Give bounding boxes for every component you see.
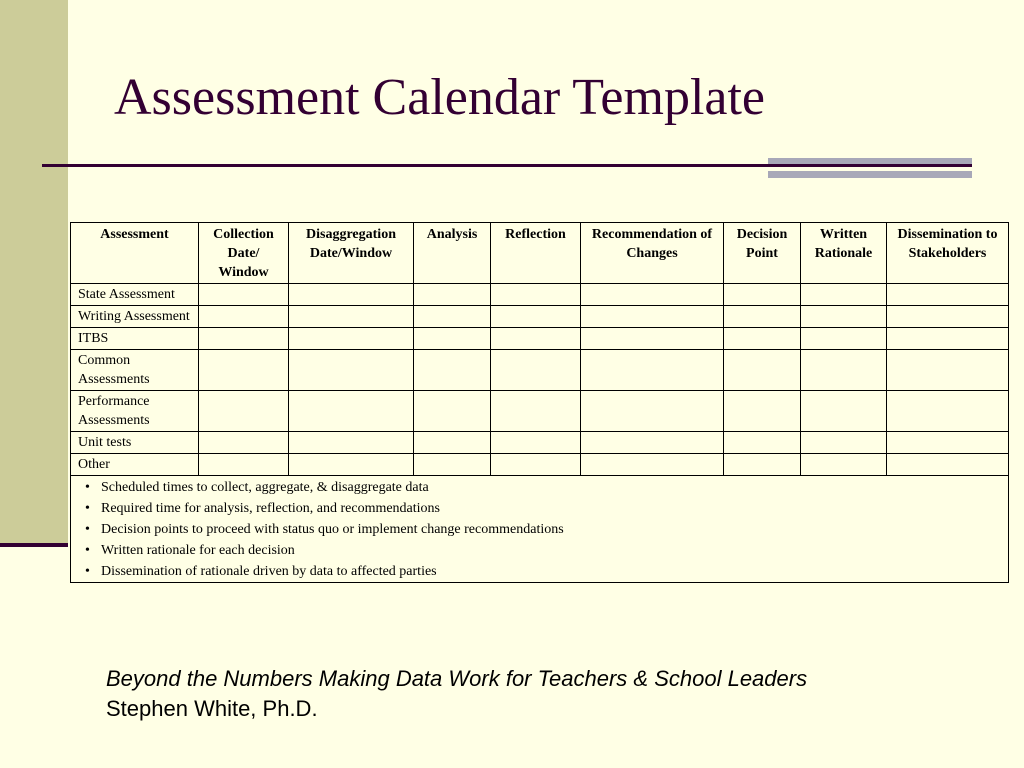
- table-row: [71, 432, 1009, 454]
- table-cell: [581, 306, 724, 328]
- column-header: Assessment: [71, 223, 199, 284]
- table-cell: [289, 391, 414, 432]
- table-cell: [289, 350, 414, 391]
- table-cell: [414, 328, 491, 350]
- table-cell: [887, 306, 1009, 328]
- table-cell: [199, 432, 289, 454]
- row-label: Performance Assessments: [71, 391, 199, 432]
- footer-book-title: Beyond the Numbers Making Data Work for Teachers & School Leaders: [106, 666, 808, 691]
- table-cell: [801, 391, 887, 432]
- table-cell: [414, 432, 491, 454]
- table-cell: [581, 391, 724, 432]
- table-cell: [414, 306, 491, 328]
- table-cell: [581, 284, 724, 306]
- footer-citation: [106, 664, 807, 724]
- table-cell: [581, 350, 724, 391]
- table-cell: [887, 284, 1009, 306]
- table-cell: [199, 350, 289, 391]
- table-row: [71, 284, 1009, 306]
- table-row: [71, 306, 1009, 328]
- table-cell: [801, 350, 887, 391]
- column-header: Disaggregation Date/Window: [289, 223, 414, 284]
- notes-list: [79, 477, 1000, 582]
- table-cell: [289, 284, 414, 306]
- table-cell: [414, 284, 491, 306]
- list-item: • Written rationale for each decision: [79, 540, 1000, 561]
- table-row: [71, 328, 1009, 350]
- table-cell: [199, 454, 289, 476]
- notes-row: [71, 476, 1009, 583]
- table-row: [71, 454, 1009, 476]
- table-cell: [724, 328, 801, 350]
- table-cell: [801, 454, 887, 476]
- column-header: Analysis: [414, 223, 491, 284]
- table-cell: [199, 391, 289, 432]
- title-rule-accent-bottom: [768, 171, 972, 178]
- table-cell: [414, 350, 491, 391]
- table-cell: [887, 391, 1009, 432]
- row-label: Other: [71, 454, 199, 476]
- table-cell: [289, 454, 414, 476]
- column-header: Recommendation of Changes: [581, 223, 724, 284]
- table-cell: [887, 432, 1009, 454]
- table-cell: [491, 328, 581, 350]
- notes-cell: [71, 476, 1009, 583]
- column-header: Written Rationale: [801, 223, 887, 284]
- table-cell: [724, 306, 801, 328]
- title-rule: [42, 164, 972, 167]
- table-header-row: [71, 223, 1009, 284]
- table-cell: [801, 306, 887, 328]
- column-header: Dissemination to Stakeholders: [887, 223, 1009, 284]
- list-item: • Decision points to proceed with status quo or implement change recommendations: [79, 519, 1000, 540]
- table-cell: [887, 350, 1009, 391]
- table-cell: [801, 284, 887, 306]
- column-header: Collection Date/ Window: [199, 223, 289, 284]
- left-decorative-band: [0, 0, 68, 545]
- table-cell: [491, 432, 581, 454]
- table-cell: [414, 454, 491, 476]
- table-cell: [724, 350, 801, 391]
- row-label: ITBS: [71, 328, 199, 350]
- row-label: Common Assessments: [71, 350, 199, 391]
- table-cell: [581, 432, 724, 454]
- assessment-calendar-table: [70, 222, 1009, 583]
- table-cell: [801, 328, 887, 350]
- table-cell: [581, 328, 724, 350]
- slide-title: Assessment Calendar Template: [114, 69, 766, 126]
- table-cell: [724, 432, 801, 454]
- row-label: Writing Assessment: [71, 306, 199, 328]
- table-cell: [199, 328, 289, 350]
- left-band-underline: [0, 543, 68, 547]
- table-cell: [199, 306, 289, 328]
- table-cell: [414, 391, 491, 432]
- table-cell: [199, 284, 289, 306]
- table-cell: [724, 391, 801, 432]
- table-cell: [491, 391, 581, 432]
- row-label: Unit tests: [71, 432, 199, 454]
- table-cell: [491, 284, 581, 306]
- table-cell: [887, 454, 1009, 476]
- column-header: Decision Point: [724, 223, 801, 284]
- table-row: [71, 391, 1009, 432]
- list-item: • Required time for analysis, reflection, and recommendations: [79, 498, 1000, 519]
- list-item: • Dissemination of rationale driven by data to affected parties: [79, 561, 1000, 582]
- table-row: [71, 350, 1009, 391]
- footer-author: Stephen White, Ph.D.: [106, 696, 318, 721]
- table-cell: [491, 306, 581, 328]
- table-cell: [289, 432, 414, 454]
- table-cell: [724, 284, 801, 306]
- table-cell: [289, 306, 414, 328]
- table-cell: [887, 328, 1009, 350]
- table-cell: [801, 432, 887, 454]
- row-label: State Assessment: [71, 284, 199, 306]
- table-cell: [289, 328, 414, 350]
- column-header: Reflection: [491, 223, 581, 284]
- table-cell: [581, 454, 724, 476]
- table-cell: [724, 454, 801, 476]
- list-item: • Scheduled times to collect, aggregate, & disaggregate data: [79, 477, 1000, 498]
- table-cell: [491, 454, 581, 476]
- table-cell: [491, 350, 581, 391]
